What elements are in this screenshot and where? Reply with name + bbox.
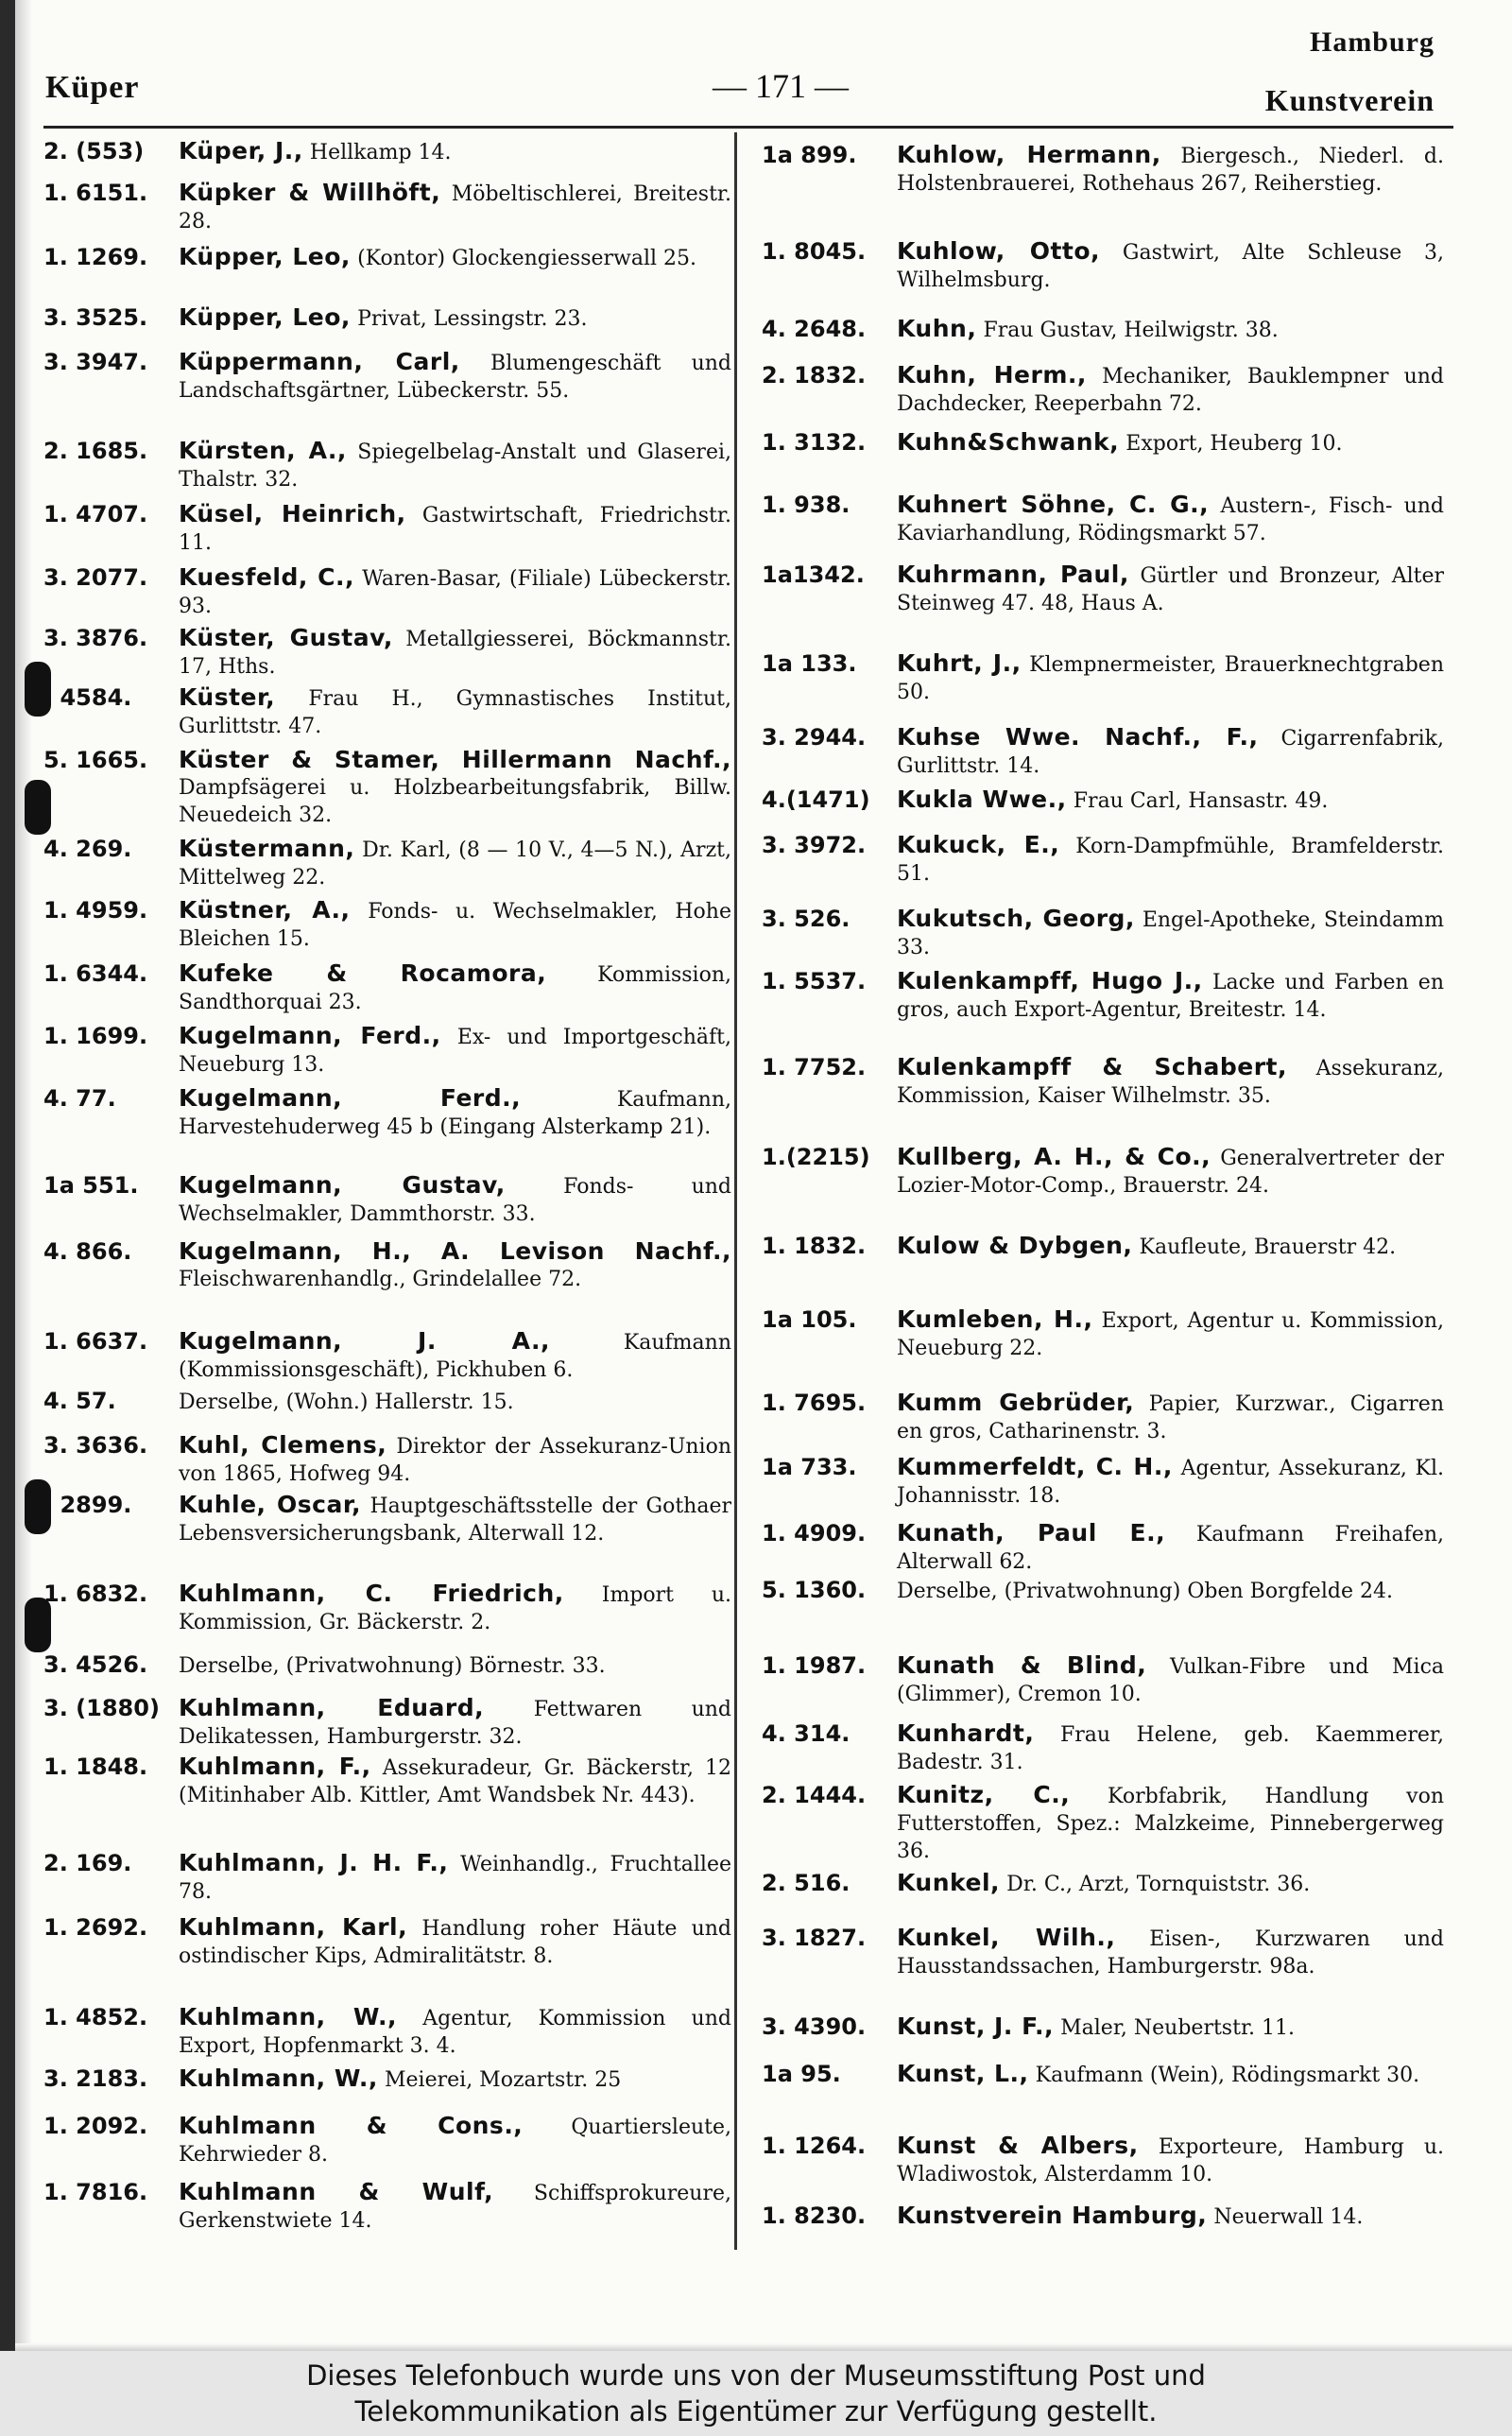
- entry-details: Austern-, Fisch- und Kaviarhandlung, Rödingsmarkt 57.: [897, 494, 1445, 545]
- entry-name: Kuhn, Herm.,: [897, 361, 1087, 389]
- directory-entry: [43, 349, 731, 405]
- entry-details: Spiegelbelag-Anstalt und Glaserei, Thalstr. 32.: [179, 441, 731, 492]
- entry-phone-number: 1. 7816.: [43, 2179, 148, 2205]
- entry-phone-number: 1. 7695.: [762, 1390, 867, 1416]
- entry-phone-number: 4. 314.: [762, 1720, 850, 1747]
- entry-details: Handlung roher Häute und ostindischer Kips, Admiralitätstr. 8.: [179, 1917, 732, 1968]
- directory-entry: [762, 142, 1444, 198]
- entry-details: Klempnermeister, Brauerknechtgraben 50.: [897, 653, 1444, 704]
- entry-details: Gastwirtschaft, Friedrichstr. 11.: [179, 504, 731, 555]
- entry-name: Kuhlmann & Cons.,: [179, 2112, 524, 2139]
- entry-phone-number: 4. 77.: [43, 1085, 116, 1112]
- entry-phone-number: 1. 938.: [762, 492, 850, 518]
- entry-name: Kuhlmann & Wulf,: [179, 2178, 494, 2205]
- entry-name: Kuhlmann, C. Friedrich,: [179, 1580, 564, 1607]
- directory-entry: [43, 1651, 731, 1680]
- directory-entry: [43, 438, 731, 493]
- entry-details: Dr. C., Arzt, Tornquiststr. 36.: [1006, 1873, 1311, 1896]
- entry-phone-number: 4. 269.: [43, 836, 132, 862]
- directory-page: [15, 0, 1512, 2351]
- directory-entry: [43, 1023, 731, 1079]
- entry-phone-number: 1. 6637.: [43, 1328, 148, 1355]
- entry-phone-number: 1. 6832.: [43, 1581, 148, 1607]
- entry-details: Möbeltischlerei, Breitestr. 28.: [179, 182, 732, 233]
- entry-details: Kaufmann, Harvestehuderweg 45 b (Eingang Alsterkamp 21).: [179, 1088, 731, 1139]
- entry-phone-number: 3. 2077.: [43, 564, 148, 591]
- entry-name: Kulenkampff & Schabert,: [897, 1053, 1288, 1080]
- entry-phone-number: 3. 4390.: [762, 2013, 867, 2040]
- entry-name: Kunath, Paul E.,: [897, 1519, 1166, 1546]
- entry-name: Küster,: [179, 683, 276, 711]
- directory-entry: [43, 501, 731, 557]
- entry-phone-number: 3. 1827.: [762, 1925, 867, 1951]
- entry-phone-number: 2. (553): [43, 138, 145, 164]
- entry-phone-number: 1. 1264.: [762, 2133, 867, 2159]
- page-bottom-shadow: [15, 2343, 1512, 2351]
- entry-phone-number: 4. 2648.: [762, 316, 867, 342]
- directory-entry: [762, 316, 1444, 344]
- entry-details: Metallgiesserei, Böckmannstr. 17, Hths.: [179, 628, 731, 679]
- entry-details: Eisen-, Kurzwaren und Hausstandssachen, Hamburgerstr. 98a.: [897, 1927, 1444, 1978]
- page-edge-shadow: [15, 0, 32, 2351]
- directory-entry: [43, 1388, 731, 1416]
- directory-entry: [762, 492, 1444, 547]
- entry-phone-number: 1. 6151.: [43, 180, 148, 206]
- entry-details: Dr. Karl, (8 — 10 V., 4—5 N.), Arzt, Mittelweg 22.: [179, 838, 731, 890]
- directory-entry: [43, 2113, 731, 2168]
- directory-entry: [43, 1085, 731, 1141]
- directory-entry: [43, 684, 731, 740]
- entry-name: Küstermann,: [179, 835, 355, 862]
- entry-details: Hauptgeschäftsstelle der Gothaer Lebensversicherungsbank, Alterwall 12.: [179, 1494, 732, 1546]
- page-number: — 171 —: [713, 67, 849, 105]
- entry-name: Küstner, A.,: [179, 896, 351, 924]
- directory-entry: [43, 1492, 731, 1547]
- entry-name: Kuhn,: [897, 315, 977, 342]
- entry-name: Kuhn&Schwank,: [897, 428, 1120, 456]
- entry-name: Küsel, Heinrich,: [179, 500, 406, 527]
- entry-details: Biergesch., Niederl. d. Holstenbrauerei, Rothehaus 267, Reiherstieg.: [897, 145, 1444, 196]
- entry-phone-number: 3. 3947.: [43, 349, 148, 375]
- directory-entry: [762, 1720, 1444, 1776]
- directory-entry: [762, 1520, 1444, 1576]
- entry-phone-number: 5. 1360.: [762, 1577, 867, 1603]
- directory-entry: [43, 180, 731, 235]
- entry-details: Kaufmann (Kommissionsgeschäft), Pickhuben 6.: [179, 1331, 731, 1382]
- entry-details: Export, Heuberg 10.: [1125, 432, 1343, 456]
- entry-name: Kuhl, Clemens,: [179, 1431, 387, 1459]
- entry-details: Quartiersleute, Kehrwieder 8.: [179, 2116, 731, 2167]
- entry-details: Direktor der Assekuranz-Union von 1865, Hofweg 94.: [179, 1435, 731, 1486]
- directory-entry: [43, 897, 731, 953]
- entry-details: Neuerwall 14.: [1213, 2205, 1364, 2229]
- directory-entry: [43, 1581, 731, 1636]
- entry-details: Exporteure, Hamburg u. Wladiwostok, Alsterdamm 10.: [897, 2135, 1444, 2186]
- entry-details: Frau Gustav, Heilwigstr. 38.: [983, 319, 1279, 342]
- entry-phone-number: 1a 105.: [762, 1306, 857, 1333]
- entry-name: Kuhlmann, Eduard,: [179, 1694, 485, 1721]
- entry-name: Kuhrt, J.,: [897, 649, 1022, 677]
- entry-phone-number: 1. 8230.: [762, 2203, 867, 2229]
- entry-details: Ex- und Importgeschäft, Neueburg 13.: [179, 1026, 732, 1077]
- entry-name: Kunst, L.,: [897, 2060, 1029, 2087]
- entry-details: Korn-Dampfmühle, Bramfelderstr. 51.: [897, 835, 1445, 886]
- entry-name: Kunst, J. F.,: [897, 2013, 1054, 2040]
- directory-entry: [762, 429, 1444, 458]
- entry-phone-number: 1. 1987.: [762, 1652, 867, 1679]
- entry-name: Kunhardt,: [897, 1719, 1035, 1747]
- entry-phone-number: 1. 2092.: [43, 2113, 148, 2139]
- entry-name: Küper, J.,: [179, 137, 303, 164]
- entry-details: Maler, Neubertstr. 11.: [1060, 2016, 1296, 2040]
- entry-details: Kaufmann (Wein), Rödingsmarkt 30.: [1035, 2064, 1420, 2087]
- entry-details: Cigarrenfabrik, Gurlittstr. 14.: [897, 727, 1444, 778]
- entry-details: Frau Carl, Hansastr. 49.: [1073, 789, 1329, 813]
- header-rule: [43, 126, 1453, 129]
- directory-entry: [43, 244, 731, 272]
- entry-phone-number: 1. 4909.: [762, 1520, 867, 1546]
- entry-phone-number: 2. 1444.: [762, 1782, 867, 1808]
- entry-phone-number: 1a 95.: [762, 2061, 841, 2087]
- entry-name: Kuhse Wwe. Nachf., F.,: [897, 723, 1259, 751]
- directory-entry: [43, 1754, 731, 1809]
- directory-entry: [762, 1233, 1444, 1261]
- entry-details: Privat, Lessingstr. 23.: [357, 307, 588, 331]
- entry-name: Kugelmann, H., A. Levison Nachf.,: [179, 1237, 731, 1265]
- entry-name: Kugelmann, Ferd.,: [179, 1022, 441, 1049]
- entry-name: Kuhrmann, Paul,: [897, 561, 1129, 588]
- entry-details: Mechaniker, Bauklempner und Dachdecker, Reeperbahn 72.: [897, 365, 1445, 416]
- entry-name: Kürsten, A.,: [179, 437, 347, 464]
- entry-details: Assekuradeur, Gr. Bäckerstr, 12 (Mitinhaber Alb. Kittler, Amt Wandsbek Nr. 443).: [179, 1756, 731, 1807]
- entry-name: Küster, Gustav,: [179, 624, 393, 651]
- entry-name: Kunst & Albers,: [897, 2132, 1139, 2159]
- entry-phone-number: 5. 1665.: [43, 747, 148, 773]
- entry-name: Kuesfeld, C.,: [179, 563, 354, 591]
- directory-entry: [43, 2004, 731, 2060]
- entry-details: Waren-Basar, (Filiale) Lübeckerstr. 93.: [179, 567, 732, 618]
- entry-phone-number: 1. 1269.: [43, 244, 148, 270]
- entry-name: Kugelmann, Gustav,: [179, 1171, 506, 1199]
- entry-name: Kuhnert Söhne, C. G.,: [897, 491, 1210, 518]
- entry-phone-number: 1. 2692.: [43, 1914, 148, 1941]
- entry-details: Dampfsägerei u. Holzbearbeitungsfabrik, Billw. Neuedeich 32.: [179, 776, 731, 827]
- entry-details: Agentur, Kommission und Export, Hopfenmarkt 3. 4.: [179, 2007, 731, 2058]
- directory-entry: [43, 564, 731, 620]
- entry-name: Kugelmann, Ferd.,: [179, 1084, 522, 1112]
- entry-details: Fonds- u. Wechselmakler, Hohe Bleichen 15.: [179, 900, 731, 951]
- entry-name: Kulow & Dybgen,: [897, 1232, 1133, 1259]
- entry-details: Export, Agentur u. Kommission, Neueburg 22.: [897, 1309, 1445, 1360]
- entry-name: Kunkel, Wilh.,: [897, 1924, 1116, 1951]
- entry-phone-number: 2. 169.: [43, 1850, 132, 1876]
- footer-line-2: Telekommunikation als Eigentümer zur Verfügung gestellt.: [354, 2395, 1158, 2427]
- entry-phone-number: 1. 8045.: [762, 238, 867, 265]
- entry-phone-number: 3. 3525.: [43, 304, 148, 331]
- directory-entry: [762, 1870, 1444, 1898]
- entry-name: Kunath & Blind,: [897, 1651, 1147, 1679]
- entry-phone-number: 3. 526.: [762, 906, 850, 932]
- directory-entry: [762, 906, 1444, 961]
- entry-phone-number: 3. 4526.: [43, 1651, 148, 1678]
- entry-name: Kufeke & Rocamora,: [179, 959, 547, 987]
- entry-details: Fonds- und Wechselmakler, Dammthorstr. 33.: [179, 1175, 731, 1226]
- entry-phone-number: 1. 4852.: [43, 2004, 148, 2030]
- entry-phone-number: 1. 7752.: [762, 1054, 867, 1080]
- entry-details: Fleischwarenhandlg., Grindelallee 72.: [179, 1268, 582, 1291]
- entry-name: Kuhlmann, Karl,: [179, 1913, 408, 1941]
- entry-name: Kunstverein Hamburg,: [897, 2202, 1208, 2229]
- entry-phone-number: 1a 133.: [762, 650, 857, 677]
- entry-phone-number: . 2899.: [43, 1492, 132, 1518]
- entry-phone-number: 1. 4707.: [43, 501, 148, 527]
- directory-entry: [762, 1925, 1444, 1980]
- directory-entry: [762, 1306, 1444, 1362]
- entry-phone-number: 3. 2944.: [762, 724, 867, 751]
- entry-details: Blumengeschäft und Landschaftsgärtner, Lübeckerstr. 55.: [179, 352, 731, 403]
- directory-entry: [762, 968, 1444, 1024]
- entry-phone-number: 4. 866.: [43, 1238, 132, 1265]
- directory-entry: [43, 836, 731, 891]
- directory-entry: [43, 304, 731, 333]
- entry-name: Kukla Wwe.,: [897, 786, 1067, 813]
- entry-details: Gürtler und Bronzeur, Alter Steinweg 47. 48, Haus A.: [897, 564, 1444, 615]
- directory-entry: [762, 2061, 1444, 2089]
- entry-details: Frau H., Gymnastisches Institut, Gurlittstr. 47.: [179, 687, 731, 738]
- entry-phone-number: 1.(2215): [762, 1144, 870, 1170]
- directory-entry: [43, 2179, 731, 2235]
- entry-name: Küppermann, Carl,: [179, 348, 460, 375]
- entry-details: Derselbe, (Wohn.) Hallerstr. 15.: [179, 1391, 514, 1414]
- directory-entry: [43, 960, 731, 1016]
- entry-phone-number: 1. 1699.: [43, 1023, 148, 1049]
- entry-details: Derselbe, (Privatwohnung) Börnestr. 33.: [179, 1654, 606, 1678]
- directory-entry: [762, 832, 1444, 888]
- entry-name: Kumleben, H.,: [897, 1305, 1093, 1333]
- entry-name: Kukuck, E.,: [897, 831, 1060, 858]
- entry-details: Kommission, Sandthorquai 23.: [179, 963, 731, 1014]
- entry-details: Derselbe, (Privatwohnung) Oben Borgfelde 24.: [897, 1580, 1393, 1603]
- entry-phone-number: 1. 5537.: [762, 968, 867, 994]
- entry-details: Gastwirt, Alte Schleuse 3, Wilhelmsburg.: [897, 241, 1445, 292]
- entry-details: Frau Helene, geb. Kaemmerer, Badestr. 31.: [897, 1723, 1445, 1774]
- entry-details: Assekuranz, Kommission, Kaiser Wilhelmstr. 35.: [897, 1057, 1445, 1108]
- directory-entry: [762, 1652, 1444, 1708]
- entry-details: Vulkan-Fibre und Mica (Glimmer), Cremon 10.: [897, 1655, 1445, 1706]
- entry-details: Hellkamp 14.: [309, 141, 452, 164]
- entry-name: Kuhlow, Otto,: [897, 237, 1101, 265]
- entry-details: Meierei, Mozartstr. 25: [385, 2068, 622, 2092]
- entry-details: Papier, Kurzwar., Cigarren en gros, Catharinenstr. 3.: [897, 1392, 1444, 1443]
- entry-details: Fettwaren und Delikatessen, Hamburgerstr. 32.: [179, 1698, 731, 1749]
- directory-entry: [762, 561, 1444, 617]
- header-right-keyword: Kunstverein: [1264, 83, 1435, 117]
- directory-entry: [762, 2203, 1444, 2231]
- entry-name: Kunitz, C.,: [897, 1781, 1071, 1808]
- directory-entry: [762, 786, 1444, 815]
- directory-entry: [43, 1328, 731, 1384]
- entry-phone-number: 2. 516.: [762, 1870, 850, 1896]
- directory-entry: [43, 2065, 731, 2094]
- entry-phone-number: 2. 1832.: [762, 362, 867, 389]
- entry-name: Kuhlmann, F.,: [179, 1753, 371, 1780]
- directory-entry: [43, 625, 731, 681]
- entry-name: Kullberg, A. H., & Co.,: [897, 1143, 1211, 1170]
- entry-details: Kaufmann Freihafen, Alterwall 62.: [897, 1523, 1444, 1574]
- entry-name: Küpper, Leo,: [179, 243, 351, 270]
- directory-entry: [762, 238, 1444, 294]
- entry-details: Weinhandlg., Fruchtallee 78.: [179, 1853, 732, 1904]
- entry-details: Korbfabrik, Handlung von Futterstoffen, Spez.: Malzkeime, Pinnebergerweg 36.: [897, 1785, 1444, 1863]
- directory-entry: [762, 1390, 1444, 1445]
- entry-name: Kuhlmann, J. H. F.,: [179, 1849, 449, 1876]
- entry-details: Import u. Kommission, Gr. Bäckerstr. 2.: [179, 1583, 731, 1634]
- entry-name: Kummerfeldt, C. H.,: [897, 1453, 1173, 1480]
- footer-line-1: Dieses Telefonbuch wurde uns von der Museumsstiftung Post und: [306, 2359, 1206, 2392]
- directory-entry: [43, 1914, 731, 1970]
- entry-details: Lacke und Farben en gros, auch Export-Agentur, Breitestr. 14.: [897, 971, 1444, 1022]
- entry-phone-number: 1. 6344.: [43, 960, 148, 987]
- entry-name: Küpker & Willhöft,: [179, 179, 441, 206]
- directory-entry: [762, 2013, 1444, 2042]
- entry-phone-number: 3. 3636.: [43, 1432, 148, 1459]
- entry-phone-number: 4.(1471): [762, 786, 870, 813]
- entry-name: Kuhlmann, W.,: [179, 2065, 378, 2092]
- entry-phone-number: 1a 733.: [762, 1454, 857, 1480]
- entry-details: Agentur, Assekuranz, Kl. Johannisstr. 18.: [897, 1457, 1444, 1508]
- directory-entry: [762, 1782, 1444, 1865]
- entry-phone-number: 3. 2183.: [43, 2065, 148, 2092]
- page-header: [15, 0, 1512, 132]
- entry-phone-number: 4. 57.: [43, 1388, 116, 1414]
- entry-details: Schiffsprokureure, Gerkenstwiete 14.: [179, 2182, 731, 2233]
- entry-phone-number: 1a 551.: [43, 1172, 139, 1199]
- header-left-keyword: Küper: [45, 70, 140, 105]
- entry-phone-number: 1. 1848.: [43, 1754, 148, 1780]
- header-right-city: Hamburg: [1309, 26, 1435, 58]
- entry-name: Kuhle, Oscar,: [179, 1491, 362, 1518]
- directory-entry: [762, 650, 1444, 706]
- entry-phone-number: 2. 1685.: [43, 438, 148, 464]
- entry-name: Küpper, Leo,: [179, 303, 351, 331]
- entry-phone-number: 1. 4959.: [43, 897, 148, 924]
- entry-name: Kukutsch, Georg,: [897, 905, 1135, 932]
- entry-details: Generalvertreter der Lozier-Motor-Comp., Brauerstr. 24.: [897, 1147, 1444, 1198]
- directory-entry: [43, 747, 731, 829]
- column-divider: [734, 132, 737, 2250]
- entry-phone-number: 1. 3132.: [762, 429, 867, 456]
- directory-entry: [43, 1695, 731, 1751]
- entry-details: Engel-Apotheke, Steindamm 33.: [897, 908, 1444, 959]
- directory-entry: [762, 1144, 1444, 1200]
- entry-name: Kugelmann, J. A.,: [179, 1327, 550, 1355]
- directory-entry: [762, 1577, 1444, 1605]
- entry-phone-number: 3. 3972.: [762, 832, 867, 858]
- entry-name: Kunkel,: [897, 1869, 1001, 1896]
- entry-details: (Kontor) Glockengiesserwall 25.: [357, 247, 697, 270]
- directory-entry: [762, 1454, 1444, 1510]
- directory-entry: [43, 1238, 731, 1293]
- entry-phone-number: 1. 1832.: [762, 1233, 867, 1259]
- entry-phone-number: 1a 899.: [762, 142, 857, 168]
- entry-phone-number: 1a1342.: [762, 561, 865, 588]
- entry-phone-number: 3. (1880): [43, 1695, 160, 1721]
- directory-entry: [43, 1850, 731, 1906]
- directory-entry: [43, 1432, 731, 1488]
- directory-entry: [762, 724, 1444, 780]
- entry-details: Kaufleute, Brauerstr 42.: [1139, 1235, 1397, 1259]
- entry-name: Kuhlow, Hermann,: [897, 141, 1161, 168]
- entry-phone-number: . 4584.: [43, 684, 132, 711]
- entry-phone-number: 3. 3876.: [43, 625, 148, 651]
- entry-name: Kulenkampff, Hugo J.,: [897, 967, 1203, 994]
- directory-entry: [762, 2133, 1444, 2188]
- directory-entry: [43, 1172, 731, 1228]
- footer-notice: [0, 2351, 1512, 2436]
- entry-name: Küster & Stamer, Hillermann Nachf.,: [179, 746, 731, 773]
- entry-name: Kumm Gebrüder,: [897, 1389, 1135, 1416]
- directory-entry: [43, 138, 731, 166]
- directory-entry: [762, 362, 1444, 418]
- entry-name: Kuhlmann, W.,: [179, 2003, 397, 2030]
- directory-entry: [762, 1054, 1444, 1110]
